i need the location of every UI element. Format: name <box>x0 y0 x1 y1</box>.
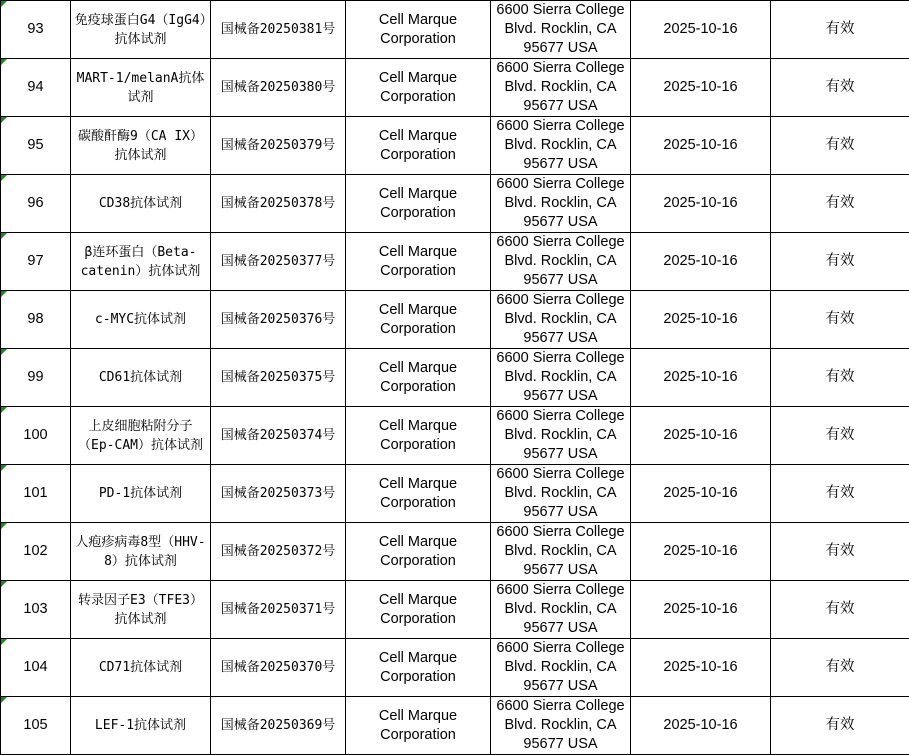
status-cell: 有效 <box>771 581 909 639</box>
product-name-cell: PD-1抗体试剂 <box>71 465 211 523</box>
date-cell: 2025-10-16 <box>631 349 771 407</box>
table-row <box>1 465 909 523</box>
registration-number-cell: 国械备20250381号 <box>211 1 346 59</box>
registration-number-cell: 国械备20250369号 <box>211 697 346 755</box>
table-row <box>1 1 909 59</box>
table-row <box>1 117 909 175</box>
company-cell: Cell Marque Corporation <box>346 175 491 233</box>
row-number-cell: 102 <box>1 523 71 581</box>
status-cell: 有效 <box>771 639 909 697</box>
table-row <box>1 639 909 697</box>
date-cell: 2025-10-16 <box>631 117 771 175</box>
row-number-cell: 95 <box>1 117 71 175</box>
table-body <box>1 1 909 755</box>
table-row <box>1 291 909 349</box>
company-cell: Cell Marque Corporation <box>346 407 491 465</box>
table-row <box>1 59 909 117</box>
product-name-cell: 人疱疹病毒8型（HHV-8）抗体试剂 <box>71 523 211 581</box>
registration-number-cell: 国械备20250372号 <box>211 523 346 581</box>
status-cell: 有效 <box>771 117 909 175</box>
product-name-cell: CD71抗体试剂 <box>71 639 211 697</box>
address-cell: 6600 Sierra College Blvd. Rocklin, CA 95677 USA <box>491 175 631 233</box>
row-number-cell: 96 <box>1 175 71 233</box>
company-cell: Cell Marque Corporation <box>346 291 491 349</box>
registration-number-cell: 国械备20250377号 <box>211 233 346 291</box>
row-number-cell: 94 <box>1 59 71 117</box>
date-cell: 2025-10-16 <box>631 697 771 755</box>
table-row <box>1 697 909 755</box>
address-cell: 6600 Sierra College Blvd. Rocklin, CA 95677 USA <box>491 233 631 291</box>
status-cell: 有效 <box>771 465 909 523</box>
row-number-cell: 104 <box>1 639 71 697</box>
status-cell: 有效 <box>771 697 909 755</box>
registration-number-cell: 国械备20250370号 <box>211 639 346 697</box>
row-number-cell: 93 <box>1 1 71 59</box>
date-cell: 2025-10-16 <box>631 407 771 465</box>
table-row <box>1 233 909 291</box>
product-name-cell: CD38抗体试剂 <box>71 175 211 233</box>
company-cell: Cell Marque Corporation <box>346 697 491 755</box>
address-cell: 6600 Sierra College Blvd. Rocklin, CA 95677 USA <box>491 465 631 523</box>
row-number-cell: 99 <box>1 349 71 407</box>
date-cell: 2025-10-16 <box>631 639 771 697</box>
registration-number-cell: 国械备20250371号 <box>211 581 346 639</box>
registration-number-cell: 国械备20250379号 <box>211 117 346 175</box>
product-name-cell: CD61抗体试剂 <box>71 349 211 407</box>
registration-number-cell: 国械备20250378号 <box>211 175 346 233</box>
registration-number-cell: 国械备20250376号 <box>211 291 346 349</box>
product-name-cell: 免疫球蛋白G4（IgG4）抗体试剂 <box>71 1 211 59</box>
row-number-cell: 100 <box>1 407 71 465</box>
registration-number-cell: 国械备20250374号 <box>211 407 346 465</box>
date-cell: 2025-10-16 <box>631 291 771 349</box>
address-cell: 6600 Sierra College Blvd. Rocklin, CA 95677 USA <box>491 1 631 59</box>
company-cell: Cell Marque Corporation <box>346 1 491 59</box>
company-cell: Cell Marque Corporation <box>346 639 491 697</box>
product-name-cell: 碳酸酐酶9（CA IX）抗体试剂 <box>71 117 211 175</box>
date-cell: 2025-10-16 <box>631 59 771 117</box>
table-row <box>1 523 909 581</box>
row-number-cell: 105 <box>1 697 71 755</box>
status-cell: 有效 <box>771 291 909 349</box>
date-cell: 2025-10-16 <box>631 465 771 523</box>
company-cell: Cell Marque Corporation <box>346 465 491 523</box>
address-cell: 6600 Sierra College Blvd. Rocklin, CA 95677 USA <box>491 291 631 349</box>
company-cell: Cell Marque Corporation <box>346 233 491 291</box>
date-cell: 2025-10-16 <box>631 233 771 291</box>
date-cell: 2025-10-16 <box>631 175 771 233</box>
date-cell: 2025-10-16 <box>631 581 771 639</box>
address-cell: 6600 Sierra College Blvd. Rocklin, CA 95677 USA <box>491 581 631 639</box>
product-name-cell: MART-1/melanA抗体试剂 <box>71 59 211 117</box>
registration-number-cell: 国械备20250380号 <box>211 59 346 117</box>
company-cell: Cell Marque Corporation <box>346 59 491 117</box>
product-name-cell: β连环蛋白（Beta-catenin）抗体试剂 <box>71 233 211 291</box>
product-name-cell: c-MYC抗体试剂 <box>71 291 211 349</box>
status-cell: 有效 <box>771 175 909 233</box>
registration-number-cell: 国械备20250373号 <box>211 465 346 523</box>
status-cell: 有效 <box>771 233 909 291</box>
status-cell: 有效 <box>771 523 909 581</box>
table-row <box>1 581 909 639</box>
product-name-cell: LEF-1抗体试剂 <box>71 697 211 755</box>
registration-number-cell: 国械备20250375号 <box>211 349 346 407</box>
table-row <box>1 349 909 407</box>
row-number-cell: 103 <box>1 581 71 639</box>
product-name-cell: 上皮细胞粘附分子（Ep-CAM）抗体试剂 <box>71 407 211 465</box>
company-cell: Cell Marque Corporation <box>346 581 491 639</box>
address-cell: 6600 Sierra College Blvd. Rocklin, CA 95677 USA <box>491 407 631 465</box>
table-row <box>1 175 909 233</box>
row-number-cell: 101 <box>1 465 71 523</box>
status-cell: 有效 <box>771 59 909 117</box>
address-cell: 6600 Sierra College Blvd. Rocklin, CA 95677 USA <box>491 697 631 755</box>
address-cell: 6600 Sierra College Blvd. Rocklin, CA 95677 USA <box>491 59 631 117</box>
company-cell: Cell Marque Corporation <box>346 523 491 581</box>
address-cell: 6600 Sierra College Blvd. Rocklin, CA 95677 USA <box>491 349 631 407</box>
table-row <box>1 407 909 465</box>
product-name-cell: 转录因子E3（TFE3）抗体试剂 <box>71 581 211 639</box>
company-cell: Cell Marque Corporation <box>346 349 491 407</box>
status-cell: 有效 <box>771 407 909 465</box>
row-number-cell: 97 <box>1 233 71 291</box>
company-cell: Cell Marque Corporation <box>346 117 491 175</box>
row-number-cell: 98 <box>1 291 71 349</box>
address-cell: 6600 Sierra College Blvd. Rocklin, CA 95677 USA <box>491 117 631 175</box>
date-cell: 2025-10-16 <box>631 523 771 581</box>
status-cell: 有效 <box>771 349 909 407</box>
status-cell: 有效 <box>771 1 909 59</box>
address-cell: 6600 Sierra College Blvd. Rocklin, CA 95677 USA <box>491 523 631 581</box>
address-cell: 6600 Sierra College Blvd. Rocklin, CA 95677 USA <box>491 639 631 697</box>
date-cell: 2025-10-16 <box>631 1 771 59</box>
